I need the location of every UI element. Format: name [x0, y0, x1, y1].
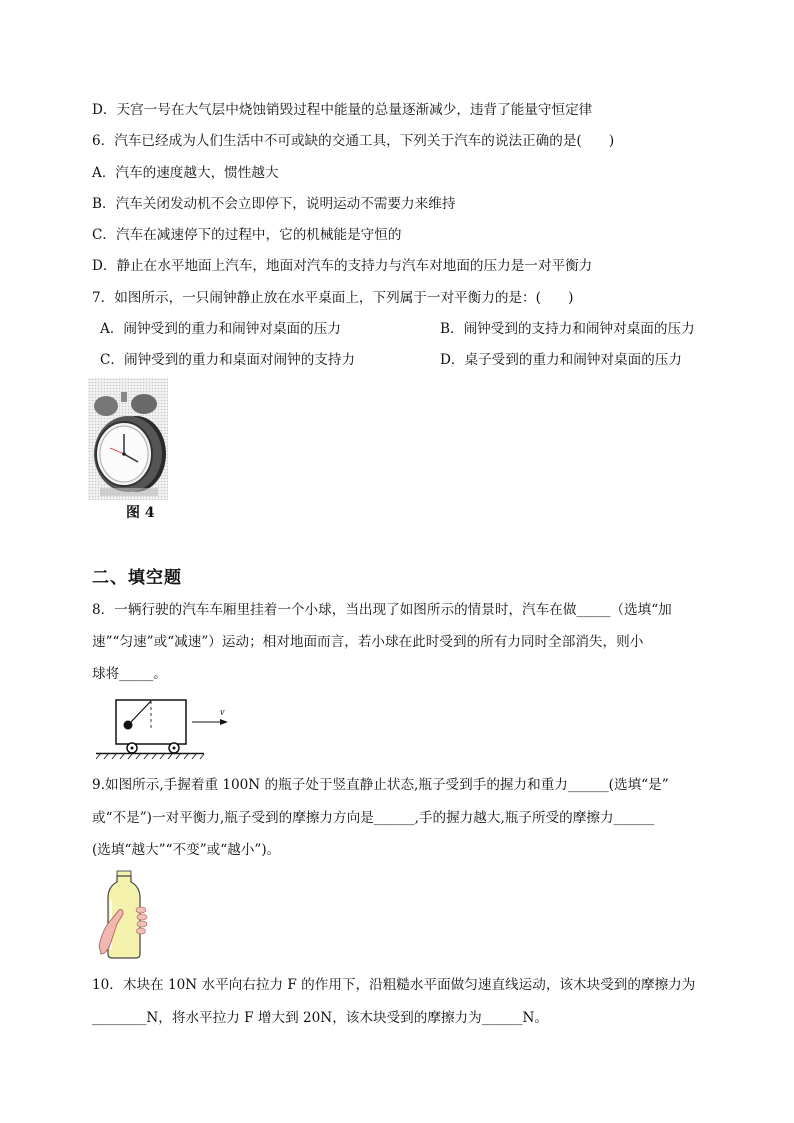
q8-line-2: 速”“匀速”或“减速”）运动；相对地面而言，若小球在此时受到的所有力同时全部消失，则小 [92, 634, 644, 650]
q7-stem: 7．如图所示，一只闹钟静止放在水平桌面上，下列属于一对平衡力的是：( ) [92, 290, 574, 306]
q9-line-3: (选填“越大”“不变”或“越小”)。 [92, 842, 281, 858]
q6-option-d: D．静止在水平地面上汽车，地面对汽车的支持力与汽车对地面的压力是一对平衡力 [92, 258, 593, 274]
q9-line-2: 或“不是”)一对平衡力,瓶子受到的摩擦力方向是______,手的握力越大,瓶子所受的摩擦力______ [92, 810, 655, 826]
q7-option-b: B．闹钟受到的支持力和闹钟对桌面的压力 [440, 321, 695, 337]
q5-option-d: D．天宫一号在大气层中烧蚀销毁过程中能量的总量逐渐减少，违背了能量守恒定律 [92, 102, 593, 118]
section-title: 二、填空题 [92, 568, 182, 588]
hand-bottle-figure [97, 870, 151, 960]
figure-caption: 图 4 [126, 505, 155, 521]
car-pendulum-figure [96, 696, 238, 760]
q6-stem: 6．汽车已经成为人们生活中不可或缺的交通工具，下列关于汽车的说法正确的是( ) [92, 133, 615, 149]
q6-option-a: A．汽车的速度越大，惯性越大 [92, 165, 279, 181]
q8-line-1: 8．一辆行驶的汽车车厢里挂着一个小球，当出现了如图所示的情景时，汽车在做_____（选填“加 [92, 602, 672, 618]
alarm-clock-figure [88, 378, 168, 500]
q6-option-c: C．汽车在减速停下的过程中，它的机械能是守恒的 [92, 227, 402, 243]
q7-option-c: C．闹钟受到的重力和桌面对闹钟的支持力 [100, 352, 356, 368]
velocity-label: v [220, 707, 225, 718]
q10-line-2: ________N，将水平拉力 F 增大到 20N，该木块受到的摩擦力为______N。 [92, 1010, 548, 1026]
q7-option-d: D．桌子受到的重力和闹钟对桌面的压力 [440, 352, 682, 368]
q8-line-3: 球将_____。 [92, 666, 167, 682]
q10-line-1: 10．木块在 10N 水平向右拉力 F 的作用下，沿粗糙水平面做匀速直线运动，该木块受到的摩擦力为 [92, 977, 696, 993]
q9-line-1: 9.如图所示,手握着重 100N 的瓶子处于竖直静止状态,瓶子受到手的握力和重力______(选填“是” [92, 777, 669, 793]
q7-option-a: A．闹钟受到的重力和闹钟对桌面的压力 [100, 321, 341, 337]
q6-option-b: B．汽车关闭发动机不会立即停下，说明运动不需要力来维持 [92, 196, 456, 212]
